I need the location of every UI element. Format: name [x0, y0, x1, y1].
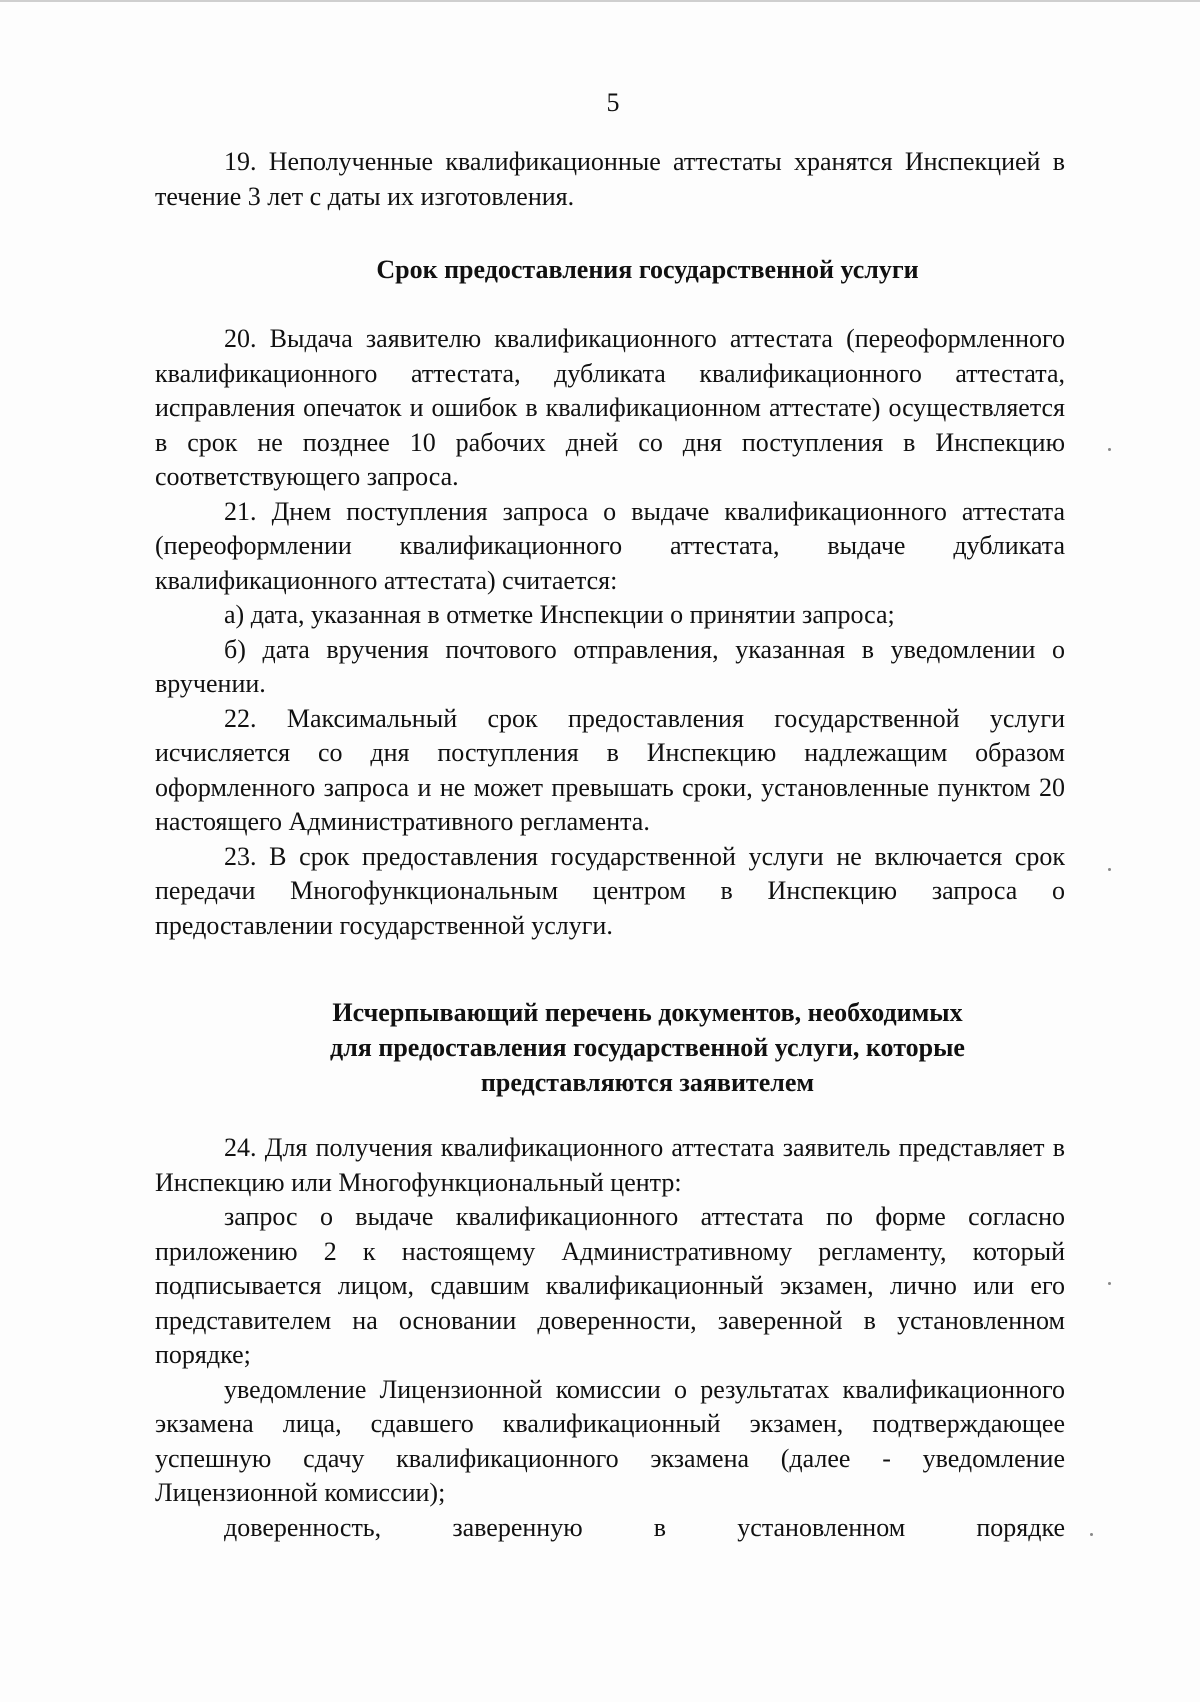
section-term-body — [155, 322, 1065, 943]
paragraph-21-item-b: б) дата вручения почтового отправления, указанная в уведомлении о вручении. — [155, 634, 1065, 698]
paragraph-block-19 — [155, 145, 1065, 214]
paragraph-24-power-of-attorney: доверенность, заверенную в установленном порядке — [224, 1512, 1065, 1542]
paragraph-22: 22. Максимальный срок предоставления государственной услуги исчисляется со дня поступления в Инспекцию надлежащим образом оформленного запроса и не может превышать сроки, установленные пунктом 20 настоящего Административного регламента. — [155, 703, 1065, 836]
paragraph-23: 23. В срок предоставления государственной услуги не включается срок передачи Многофункциональным центром в Инспекцию запроса о предоставлении государственной услуги. — [155, 841, 1065, 940]
scan-speck — [1108, 868, 1111, 871]
paragraph-21-item-a: а) дата, указанная в отметке Инспекции о принятии запроса; — [224, 600, 895, 629]
section-heading-documents — [155, 995, 1140, 1100]
page-number: 5 — [606, 88, 620, 117]
scan-speck — [1108, 1282, 1111, 1285]
scan-top-edge — [0, 0, 1200, 2]
section-heading-documents-line-2: для предоставления государственной услуги, которые — [330, 1033, 965, 1062]
section-heading-documents-line-1: Исчерпывающий перечень документов, необходимых — [332, 998, 963, 1027]
section-heading-term: Срок предоставления государственной услуги — [376, 255, 919, 284]
scan-speck — [1090, 1533, 1093, 1536]
paragraph-24-request: запрос о выдаче квалификационного аттестата по форме согласно приложению 2 к настоящему Административному регламенту, который подписывается лицом, сдавшим квалификационный экзамен, лично или его представителем на основании доверенности, заверенной в установленном порядке; — [155, 1202, 1065, 1369]
paragraph-19: 19. Неполученные квалификационные аттестаты хранятся Инспекцией в течение 3 лет с даты их изготовления. — [155, 147, 1065, 211]
paragraph-24: 24. Для получения квалификационного аттестата заявитель представляет в Инспекцию или Многофункциональный центр: — [155, 1133, 1065, 1197]
scan-speck — [1108, 448, 1111, 451]
paragraph-21: 21. Днем поступления запроса о выдаче квалификационного аттестата (переоформлении квалификационного аттестата, выдаче дубликата квалификационного аттестата) считается: — [155, 496, 1065, 595]
paragraph-20: 20. Выдача заявителю квалификационного аттестата (переоформленного квалификационного аттестата, дубликата квалификационного аттестата, исправления опечаток и ошибок в квалификационном аттестате) осуществляется в срок не позднее 10 рабочих дней со дня поступления в Инспекцию соответствующего запроса. — [155, 324, 1065, 491]
section-heading-documents-line-3: представляются заявителем — [480, 1068, 815, 1097]
section-documents-body — [155, 1131, 1065, 1545]
paragraph-24-notification: уведомление Лицензионной комиссии о результатах квалификационного экзамена лица, сдавшего квалификационный экзамен, подтверждающее успешную сдачу квалификационного экзамена (далее - уведомление Лицензионной комиссии); — [155, 1374, 1065, 1507]
